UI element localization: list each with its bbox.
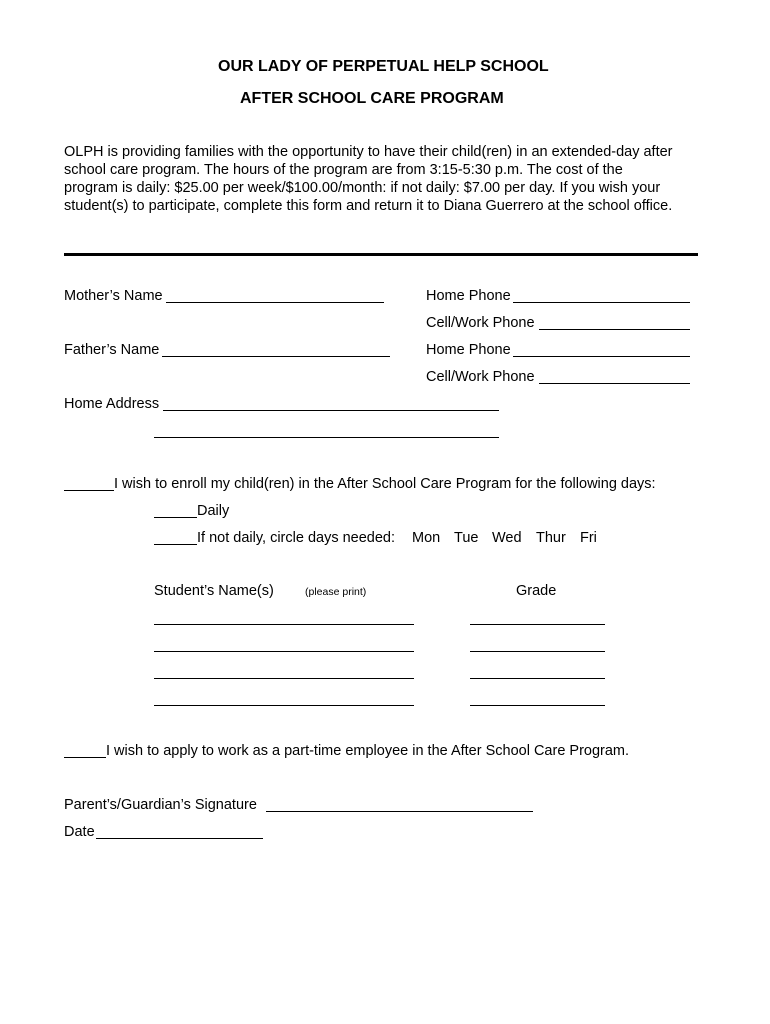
cell-work-phone-label: Cell/Work Phone <box>426 315 535 331</box>
signature-label: Parent’s/Guardian’s Signature <box>64 797 257 813</box>
mothers-name-label: Mother’s Name <box>64 288 163 304</box>
employment-statement: I wish to apply to work as a part-time employee in the After School Care Program. <box>106 743 630 759</box>
home-phone-label: Home Phone <box>426 342 511 358</box>
date-field[interactable] <box>96 838 263 839</box>
student-name-field[interactable] <box>154 651 414 652</box>
grade-field[interactable] <box>470 624 605 625</box>
home-phone-field[interactable] <box>513 302 690 303</box>
section-divider <box>64 253 698 256</box>
cell-work-phone-field[interactable] <box>539 329 690 330</box>
not-daily-blank[interactable] <box>154 544 197 545</box>
not-daily-label: If not daily, circle days needed: <box>197 530 396 546</box>
cell-work-phone-field[interactable] <box>539 383 690 384</box>
day-option[interactable]: Thur <box>536 530 566 546</box>
employment-checkbox-blank[interactable] <box>64 757 106 758</box>
student-name-field[interactable] <box>154 624 414 625</box>
grade-header: Grade <box>516 583 557 599</box>
home-address-field-line2[interactable] <box>154 437 499 438</box>
grade-field[interactable] <box>470 651 605 652</box>
daily-label: Daily <box>197 503 230 519</box>
enroll-checkbox-blank[interactable] <box>64 490 114 491</box>
day-option[interactable]: Tue <box>454 530 479 546</box>
day-option[interactable]: Mon <box>412 530 441 546</box>
signature-field[interactable] <box>266 811 533 812</box>
student-name-field[interactable] <box>154 678 414 679</box>
student-name-header: Student’s Name(s) <box>154 583 274 599</box>
school-title: OUR LADY OF PERPETUAL HELP SCHOOL <box>218 58 549 75</box>
student-name-field[interactable] <box>154 705 414 706</box>
day-option[interactable]: Fri <box>580 530 597 546</box>
grade-field[interactable] <box>470 678 605 679</box>
intro-line: student(s) to participate, complete this form and return it to Diana Guerrero at the school office. <box>64 198 673 214</box>
day-option[interactable]: Wed <box>492 530 522 546</box>
program-title: AFTER SCHOOL CARE PROGRAM <box>240 90 504 107</box>
fathers-name-label: Father’s Name <box>64 342 160 358</box>
date-label: Date <box>64 824 95 840</box>
grade-field[interactable] <box>470 705 605 706</box>
home-phone-field[interactable] <box>513 356 690 357</box>
please-print-note: (please print) <box>305 586 367 598</box>
home-address-field[interactable] <box>163 410 499 411</box>
enroll-statement: I wish to enroll my child(ren) in the After School Care Program for the following days: <box>114 476 656 492</box>
cell-work-phone-label: Cell/Work Phone <box>426 369 535 385</box>
mothers-name-field[interactable] <box>166 302 384 303</box>
intro-line: school care program. The hours of the program are from 3:15-5:30 p.m. The cost of the <box>64 162 623 178</box>
home-phone-label: Home Phone <box>426 288 511 304</box>
intro-line: program is daily: $25.00 per week/$100.00/month: if not daily: $7.00 per day. If you wish your <box>64 180 661 196</box>
daily-blank[interactable] <box>154 517 197 518</box>
home-address-label: Home Address <box>64 396 160 412</box>
fathers-name-field[interactable] <box>162 356 390 357</box>
intro-line: OLPH is providing families with the opportunity to have their child(ren) in an extended-day after <box>64 144 673 160</box>
intro-paragraph <box>64 143 714 215</box>
